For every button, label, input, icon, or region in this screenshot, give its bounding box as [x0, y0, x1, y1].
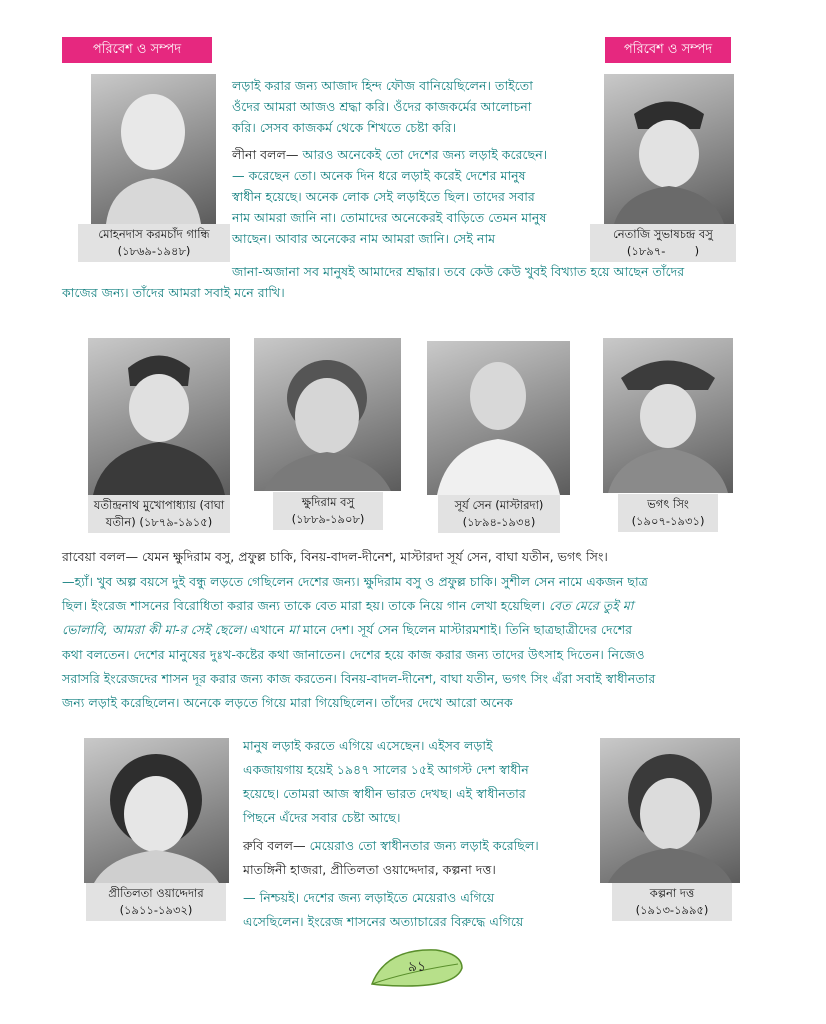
pritilata-years: (১৯১১-১৯৩২) [119, 903, 193, 917]
word-ma: মা [288, 622, 300, 637]
chapter-tag-left: পরিবেশ ও সম্পদ [62, 37, 212, 63]
jatin-caption [88, 495, 230, 533]
netaji-years: (১৮৯৭- ) [626, 244, 700, 258]
surya-years: (১৮৯৪-১৯৩৪) [462, 515, 536, 529]
para3-line2: —হ্যাঁ। খুব অল্প বয়সে দুই বন্ধু লড়তে গেছিলেন দেশের জন্য। ক্ষুদিরাম বসু ও প্রফুল্ল চাকি। সুশীল সেন নামে একজন ছাত্র [62, 574, 648, 589]
page-number: ৯১ [407, 959, 427, 975]
para3-line4-b: মানে দেশ। সূর্য সেন ছিলেন মাস্টারমশাই। তিনি ছাত্রছাত্রীদের দেশের [299, 622, 633, 637]
portrait-icon [603, 338, 733, 493]
para3-line3 [62, 596, 633, 616]
chapter-tag-right: পরিবেশ ও সম্পদ [605, 37, 731, 63]
bhagat-years: (১৯০৭-১৯৩১) [631, 514, 705, 528]
kalpana-caption [612, 883, 732, 921]
kalpana-name: কল্পনা দত্ত [649, 886, 695, 900]
para1-line1: লড়াই করার জন্য আজাদ হিন্দ ফৌজ বানিয়েছিলেন। তাইতো [232, 78, 533, 93]
para5-line1 [243, 836, 539, 856]
para4-line4: পিছনে এঁদের সবার চেষ্টা আছে। [243, 810, 401, 825]
portrait-icon [254, 338, 401, 491]
para3-line1-text: রাবেয়া বলল— যেমন ক্ষুদিরাম বসু, প্রফুল্ল চাকি, বিনয়-বাদল-দীনেশ, মাস্টারদা সূর্য সেন, বাঘা যতীন, ভগৎ সিং। [62, 549, 608, 564]
para4-line1: মানুষ লড়াই করতে এগিয়ে এসেছেন। এইসব লড়াই [243, 738, 493, 753]
portrait-icon [604, 74, 734, 224]
khudiram-years: (১৮৮৯-১৯০৮) [291, 512, 365, 526]
pritilata-caption [86, 883, 226, 921]
para2-line7: কাজের জন্য। তাঁদের আমরা সবাই মনে রাখি। [62, 285, 285, 300]
gandhi-caption [78, 224, 230, 262]
para4-line2: একজায়গায় হয়েই ১৯৪৭ সালের ১৫ই আগস্ট দেশ স্বাধীন [243, 762, 529, 777]
portrait-icon [84, 738, 229, 883]
para2-line5: আছেন। আবার অনেকের নাম আমরা জানি। সেই নাম [232, 231, 496, 246]
para5-line4: এসেছিলেন। ইংরেজ শাসনের অত্যাচারের বিরুদ্ধে এগিয়ে [243, 914, 524, 929]
para5-line2: মাতঙ্গিনী হাজরা, প্রীতিলতা ওয়াদ্দেদার, কল্পনা দত্ত। [243, 862, 496, 877]
para3-line1 [62, 547, 608, 567]
netaji-portrait [604, 74, 734, 224]
para2-line2: — করেছেন তো। অনেক দিন ধরে লড়াই করেই দেশের মানুষ [232, 168, 526, 183]
gandhi-portrait [91, 74, 216, 224]
song-quote-part2: ভোলাবি, আমরা কী মা-র সেই ছেলে। [62, 622, 247, 637]
para3-line4-a: এখানে [246, 622, 289, 637]
jatin-name: যতীন্দ্রনাথ মুখোপাধ্যায় (বাঘা [93, 498, 225, 512]
netaji-name: নেতাজি সুভাষচন্দ্র বসু [613, 227, 713, 241]
netaji-caption [590, 224, 736, 262]
khudiram-name: ক্ষুদিরাম বসু [301, 495, 355, 509]
jatin-years: যতীন) (১৮৭৯-১৯১৫) [105, 515, 213, 529]
para2-line3: স্বাধীন হয়েছে। অনেক লোক সেই লড়াইতে ছিল। তাদের সবার [232, 189, 535, 204]
khudiram-portrait [254, 338, 401, 491]
para4-line3: হয়েছে। তোমরা আজ স্বাধীন ভারত দেখছ। এই স্বাধীনতার [243, 786, 526, 801]
speaker-lina: লীনা বলল— [232, 147, 303, 162]
para3-line5: কথা বলতেন। দেশের মানুষের দুঃখ-কষ্টের কথা জানাতেন। দেশের হয়ে কাজ করার জন্য তাদের উৎসাহ দিতেন। নিজেও [62, 647, 645, 662]
khudiram-caption [273, 492, 383, 530]
para3-line4 [62, 620, 632, 640]
gandhi-name: মোহনদাস করমচাঁদ গান্ধি [98, 227, 210, 241]
gandhi-years: (১৮৬৯-১৯৪৮) [117, 244, 191, 258]
bhagat-caption [618, 494, 718, 532]
surya-name: সূর্য সেন (মাস্টারদা) [454, 498, 544, 512]
surya-portrait [427, 341, 570, 495]
para3-line6: সরাসরি ইংরেজদের শাসন দূর করার জন্য কাজ করতেন। বিনয়-বাদল-দীনেশ, বাঘা যতীন, ভগৎ সিং এঁরা সবাই স্বাধীনতার [62, 671, 656, 686]
kalpana-portrait [600, 738, 740, 883]
pritilata-name: প্রীতিলতা ওয়াদ্দেদার [108, 886, 204, 900]
surya-caption [438, 495, 560, 533]
para2-line1-text: আরও অনেকেই তো দেশের জন্য লড়াই করেছেন। [302, 147, 548, 162]
portrait-icon [91, 74, 216, 224]
para5-line1-text: মেয়েরাও তো স্বাধীনতার জন্য লড়াই করেছিল। [309, 838, 539, 853]
speaker-rubi: রুবি বলল— [243, 838, 310, 853]
bhagat-portrait [603, 338, 733, 493]
portrait-icon [600, 738, 740, 883]
para1-line2: ওঁদের আমরা আজও শ্রদ্ধা করি। ওঁদের কাজকর্মের আলোচনা [232, 99, 532, 114]
portrait-icon [88, 338, 230, 495]
song-quote-part1: বেত মেরে তুই মা [545, 598, 634, 613]
pritilata-portrait [84, 738, 229, 883]
jatin-portrait [88, 338, 230, 495]
bhagat-name: ভগৎ সিং [647, 497, 689, 511]
para1-line3: করি। সেসব কাজকর্ম থেকে শিখতে চেষ্টা করি। [232, 120, 457, 135]
portrait-icon [427, 341, 570, 495]
para3-line7: জন্য লড়াই করেছিলেন। অনেকে লড়তে গিয়ে মারা গিয়েছিলেন। তাঁদের দেখে আরো অনেক [62, 695, 513, 710]
kalpana-years: (১৯১৩-১৯৯৫) [635, 903, 709, 917]
para2-line4: নাম আমরা জানি না। তোমাদের অনেকেরই বাড়িতে তেমন মানুষ [232, 210, 547, 225]
para2-line1 [232, 145, 547, 165]
para2-line6: জানা-অজানা সব মানুষই আমাদের শ্রদ্ধার। তবে কেউ কেউ খুবই বিখ্যাত হয়ে আছেন তাঁদের [232, 264, 685, 279]
para5-line3: — নিশ্চয়ই। দেশের জন্য লড়াইতে মেয়েরাও এগিয়ে [243, 890, 495, 905]
para3-line3-text: ছিল। ইংরেজ শাসনের বিরোধিতা করার জন্য তাকে বেত মারা হয়। তাকে নিয়ে গান লেখা হয়েছিল। [62, 598, 546, 613]
